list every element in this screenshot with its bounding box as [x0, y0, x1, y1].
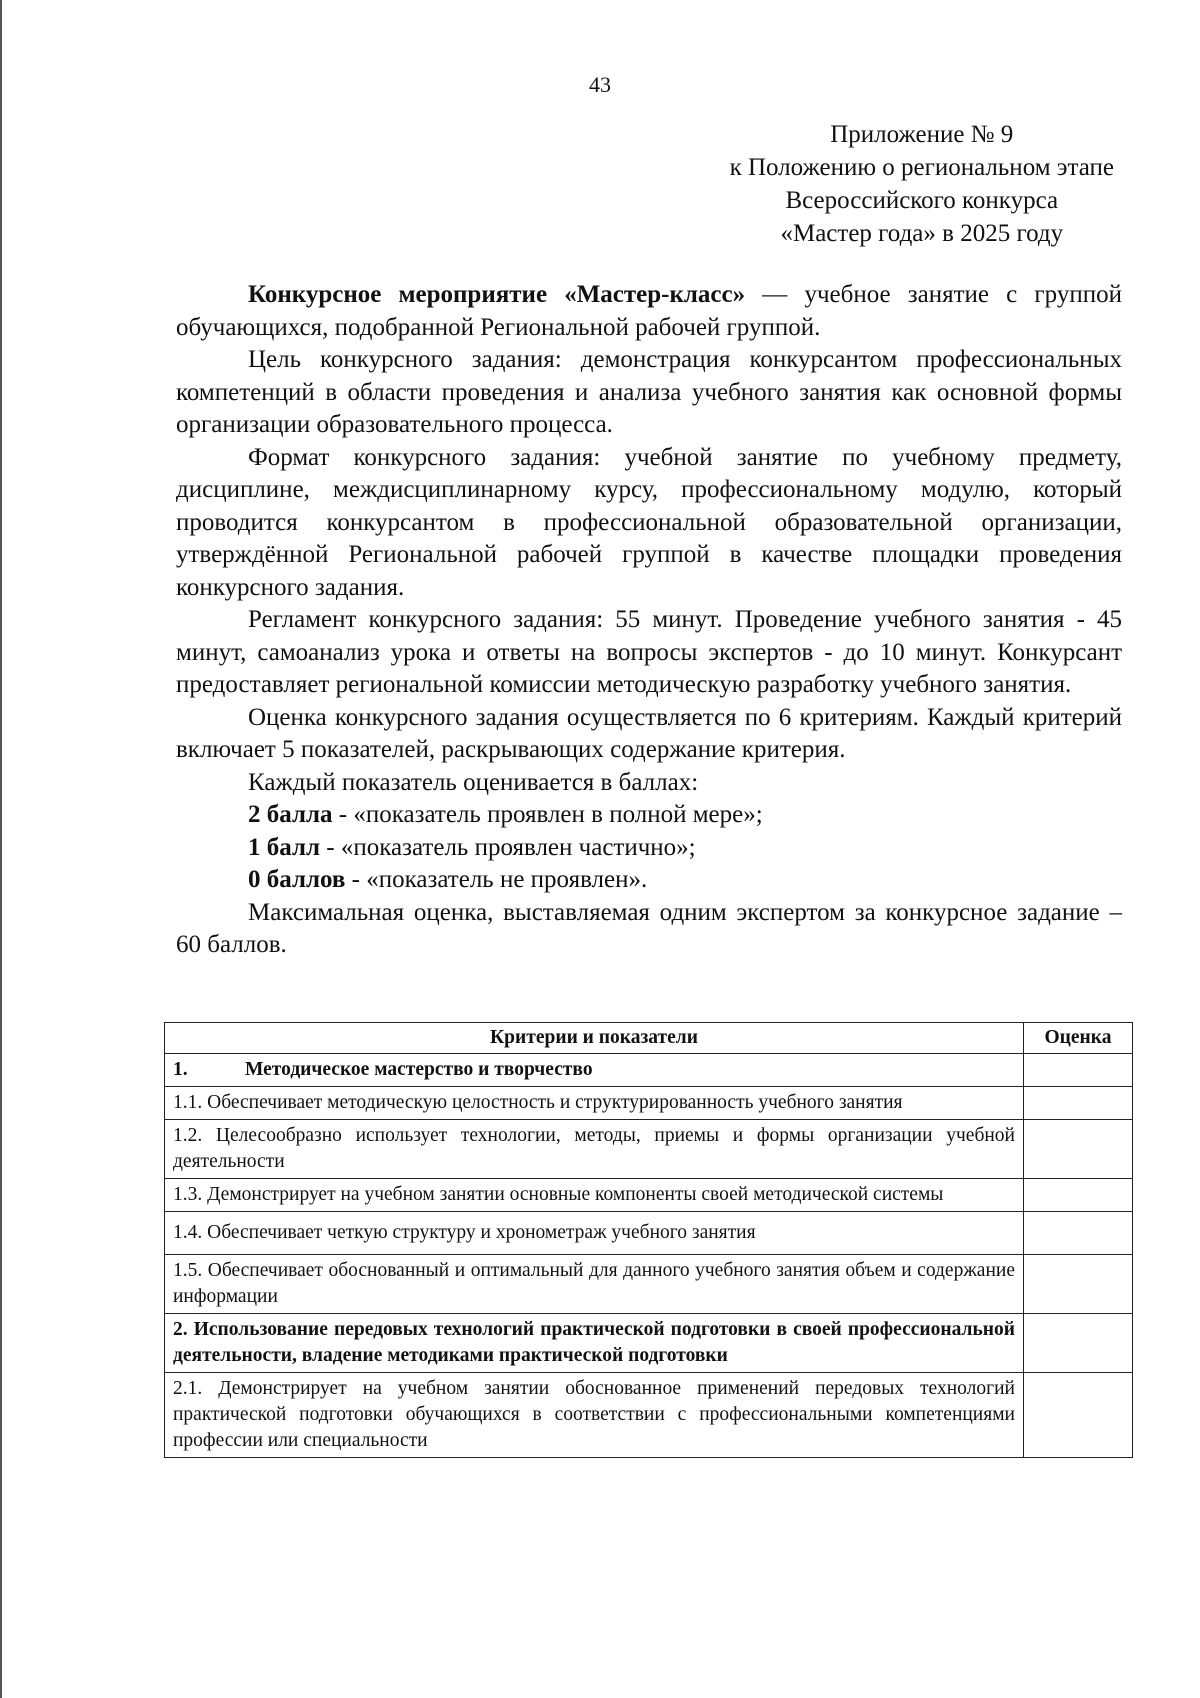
score-description: - «показатель проявлен частично»; [320, 833, 696, 861]
section-title [165, 1054, 1024, 1087]
grade-cell [1024, 1212, 1133, 1255]
table-row [165, 1212, 1133, 1255]
table-row [165, 1373, 1133, 1458]
criteria-table [164, 1022, 1133, 1458]
table-row [165, 1255, 1133, 1314]
grade-cell [1024, 1054, 1133, 1087]
criterion-text: 1.4. Обеспечивает четкую структуру и хронометраж учебного занятия [165, 1212, 1024, 1255]
score-line-2 [176, 799, 1122, 832]
grade-cell [1024, 1373, 1133, 1458]
appendix-line-2: к Положению о региональном этапе [729, 154, 1114, 181]
paragraph-goal: Цель конкурсного задания: демонстрация конкурсантом профессиональных компетенций в области проведения и анализа учебного занятия как основной формы организации образовательного процесса. [176, 346, 1122, 438]
score-description: - «показатель проявлен в полной мере»; [332, 801, 763, 828]
score-label: 2 балла [248, 801, 333, 828]
paragraph-format: Формат конкурсного задания: учебной занятие по учебному предмету, дисциплине, междисциплинарному курсу, профессиональному модулю, который проводится конкурсантом в профессиональной образовательной организации, утверждённой Региональной рабочей группой в качестве площадки проведения конкурсного задания. [176, 443, 1122, 601]
score-line-0 [176, 864, 1122, 897]
score-line-1 [176, 832, 1122, 865]
grade-cell [1024, 1255, 1133, 1314]
document-body [176, 279, 1122, 962]
grade-cell [1024, 1179, 1133, 1212]
grade-cell [1024, 1087, 1133, 1120]
paragraph-evaluation: Оценка конкурсного задания осуществляется по 6 критериям. Каждый критерий включает 5 показателей, раскрывающих содержание критерия. [176, 703, 1122, 763]
section-row-1 [165, 1054, 1133, 1087]
event-description: — учебное занятие с группой обучающихся, подобранной Региональной рабочей группой. [176, 281, 1122, 341]
paragraph-regulation: Регламент конкурсного задания: 55 минут. Проведение учебного занятия - 45 минут, самоанализ урока и ответы на вопросы экспертов - до 10 минут. Конкурсант предоставляет региональной комиссии методическую разработку учебного занятия. [176, 606, 1122, 698]
event-title: Конкурсное мероприятие «Мастер-класс» [248, 281, 746, 308]
section-name: Методическое мастерство и творчество [245, 1059, 593, 1080]
table-header-row [165, 1023, 1133, 1054]
criterion-text: 2.1. Демонстрирует на учебном занятии обоснованное применений передовых технологий практической подготовки обучающихся в соответствии с профессиональными компетенциями профессии или специальности [165, 1373, 1024, 1458]
appendix-line-3: Всероссийского конкурса [785, 187, 1059, 214]
header-criteria: Критерии и показатели [165, 1023, 1024, 1054]
table-row [165, 1120, 1133, 1179]
score-description: - «показатель не проявлен». [345, 866, 648, 893]
header-grade: Оценка [1024, 1023, 1133, 1054]
paragraph-scoring: Каждый показатель оценивается в баллах: [248, 768, 699, 796]
section-row-2 [165, 1314, 1133, 1373]
score-label: 0 баллов [248, 866, 346, 893]
scan-artifact [0, 0, 2, 1698]
grade-cell [1024, 1120, 1133, 1179]
table-row [165, 1087, 1133, 1120]
criterion-text: 1.1. Обеспечивает методическую целостность и структурированность учебного занятия [165, 1087, 1024, 1120]
grade-cell [1024, 1314, 1133, 1373]
paragraph-intro [176, 279, 1122, 344]
appendix-line-1: Приложение № 9 [830, 121, 1014, 148]
section-title: 2. Использование передовых технологий практической подготовки в своей профессиональной деятельности, владение методиками практической подготовки [165, 1314, 1024, 1373]
paragraph-max-score: Максимальная оценка, выставляемая одним экспертом за конкурсное задание – 60 баллов. [176, 898, 1122, 958]
appendix-header [730, 118, 1114, 250]
score-label: 1 балл [248, 833, 321, 861]
criterion-text: 1.5. Обеспечивает обоснованный и оптимальный для данного учебного занятия объем и содержание информации [165, 1255, 1024, 1314]
table-row [165, 1179, 1133, 1212]
criterion-text: 1.2. Целесообразно использует технологии, методы, приемы и формы организации учебной деятельности [165, 1120, 1024, 1179]
appendix-line-4: «Мастер года» в 2025 году [780, 220, 1064, 247]
criterion-text: 1.3. Демонстрирует на учебном занятии основные компоненты своей методической системы [165, 1179, 1024, 1212]
section-number: 1. [173, 1059, 188, 1080]
page-number: 43 [589, 72, 611, 97]
